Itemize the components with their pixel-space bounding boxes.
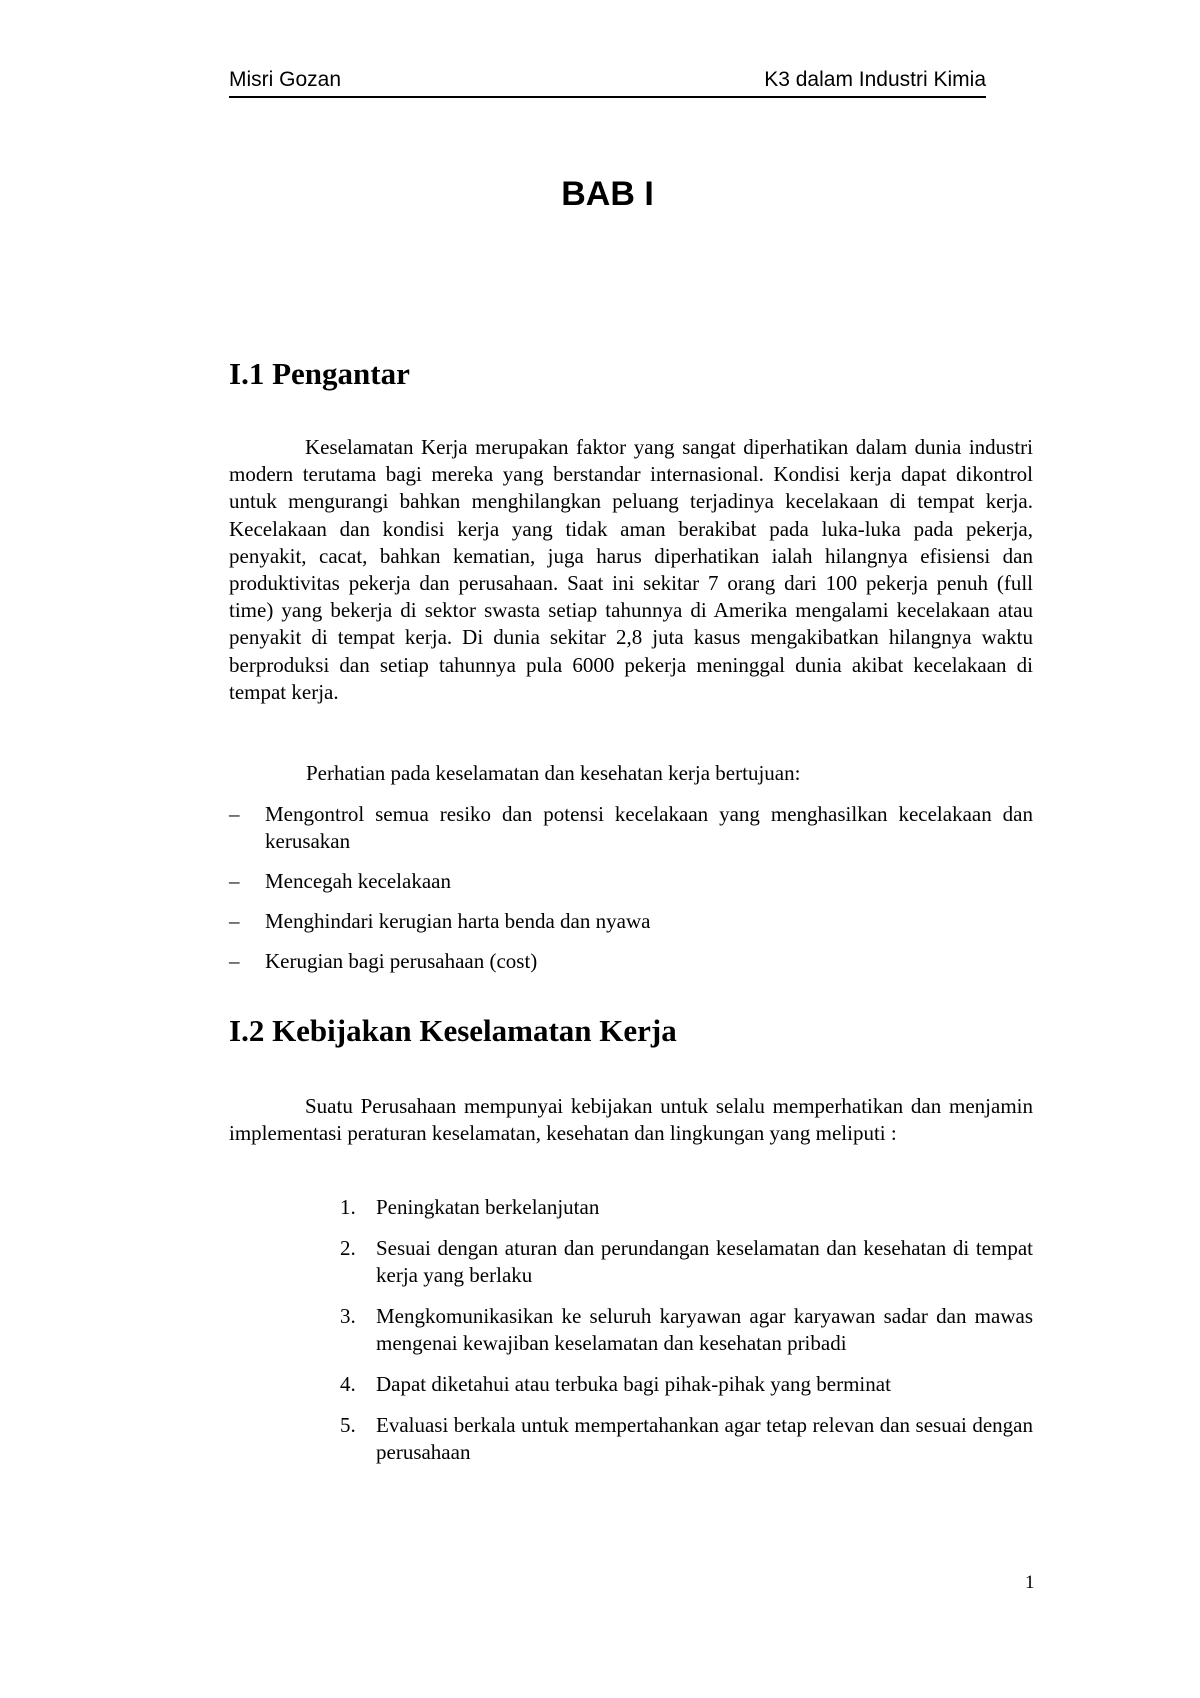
section-heading-kebijakan: I.2 Kebijakan Keselamatan Kerja <box>229 1013 677 1048</box>
header-book-title: K3 dalam Industri Kimia <box>764 68 986 91</box>
bullet-dash: – <box>229 949 240 973</box>
policy-text: Mengkomunikasikan ke seluruh karyawan agar karyawan sadar dan mawas mengenai kewajiban keselamatan dan kesehatan pribadi <box>376 1304 1033 1355</box>
page-number: 1 <box>1025 1572 1035 1593</box>
list-item <box>334 1194 1033 1221</box>
list-item <box>334 1303 1033 1357</box>
goals-list <box>229 801 1033 988</box>
policy-text: Evaluasi berkala untuk mempertahankan agar tetap relevan dan sesuai dengan perusahaan <box>376 1413 1033 1464</box>
list-item <box>229 801 1033 855</box>
list-item <box>334 1371 1033 1398</box>
list-item <box>229 908 1033 935</box>
list-item <box>229 948 1033 975</box>
header-author: Misri Gozan <box>229 68 342 91</box>
list-item <box>334 1412 1033 1466</box>
policy-text: Peningkatan berkelanjutan <box>376 1195 600 1219</box>
list-number: 1. <box>340 1195 356 1219</box>
bullet-dash: – <box>229 869 240 893</box>
running-header <box>229 68 986 98</box>
list-item <box>334 1235 1033 1289</box>
goals-intro: Perhatian pada keselamatan dan kesehatan kerja bertujuan: <box>306 761 801 785</box>
policy-list <box>334 1194 1033 1480</box>
policy-text: Dapat diketahui atau terbuka bagi pihak-pihak yang berminat <box>376 1372 891 1396</box>
chapter-title: BAB I <box>561 175 654 213</box>
goal-text: Menghindari kerugian harta benda dan nyawa <box>265 909 651 933</box>
paragraph-pengantar: Keselamatan Kerja merupakan faktor yang sangat diperhatikan dalam dunia industri modern terutama bagi mereka yang berstandar internasional. Kondisi kerja dapat dikontrol untuk mengurangi bahkan menghilangkan peluang terjadinya kecelakaan di tempat kerja. Kecelakaan dan kondisi kerja yang tidak aman berakibat pada luka-luka pada pekerja, penyakit, cacat, bahkan kematian, juga harus diperhatikan ialah hilangnya efisiensi dan produktivitas pekerja dan perusahaan. Saat ini sekitar 7 orang dari 100 pekerja penuh (full time) yang bekerja di sektor swasta setiap tahunnya di Amerika mengalami kecelakaan atau penyakit di tempat kerja. Di dunia sekitar 2,8 juta kasus mengakibatkan hilangnya waktu berproduksi dan setiap tahunnya pula 6000 pekerja meninggal dunia akibat kecelakaan di tempat kerja. <box>229 435 1033 704</box>
list-number: 4. <box>340 1372 356 1396</box>
policy-text: Sesuai dengan aturan dan perundangan keselamatan dan kesehatan di tempat kerja yang berlaku <box>376 1236 1033 1287</box>
goal-text: Mencegah kecelakaan <box>265 869 451 893</box>
bullet-dash: – <box>229 909 240 933</box>
goal-text: Mengontrol semua resiko dan potensi kecelakaan yang menghasilkan kecelakaan dan kerusakan <box>265 802 1033 853</box>
goal-text: Kerugian bagi perusahaan (cost) <box>265 949 538 973</box>
paragraph-kebijakan: Suatu Perusahaan mempunyai kebijakan untuk selalu memperhatikan dan menjamin implementasi peraturan keselamatan, kesehatan dan lingkungan yang meliputi : <box>229 1094 1033 1146</box>
list-number: 3. <box>340 1304 356 1328</box>
list-item <box>229 868 1033 895</box>
list-number: 5. <box>340 1413 356 1437</box>
list-number: 2. <box>340 1236 356 1260</box>
bullet-dash: – <box>229 802 240 826</box>
section-heading-pengantar: I.1 Pengantar <box>229 356 410 391</box>
